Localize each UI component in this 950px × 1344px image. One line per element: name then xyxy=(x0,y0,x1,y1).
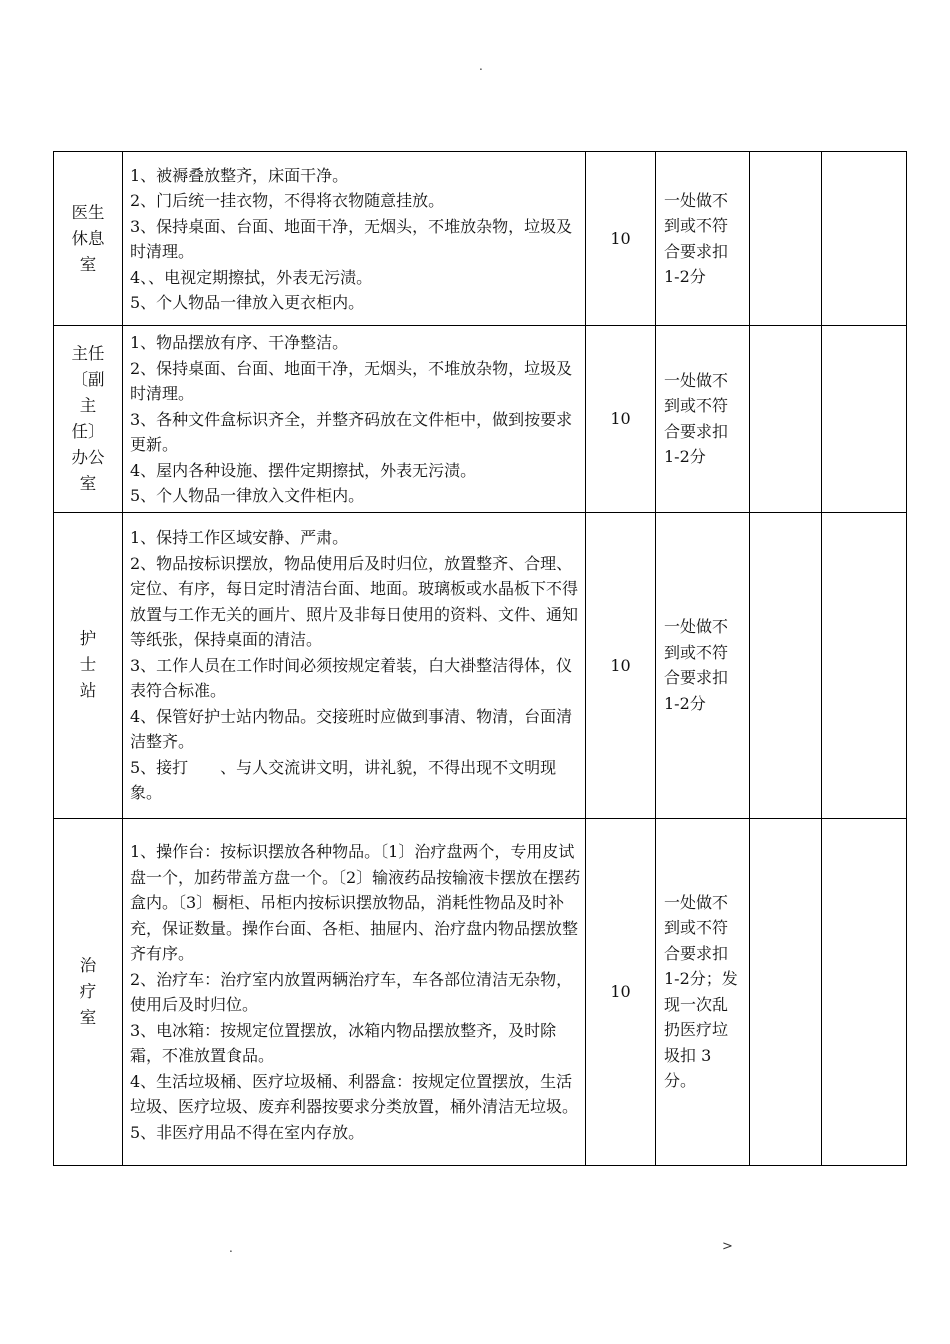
area-name-cell xyxy=(54,512,123,818)
area-name: 护士站 xyxy=(79,629,97,700)
requirement-item: 1、被褥叠放整齐，床面干净。 xyxy=(130,165,349,185)
requirement-item: 3、各种文件盒标识齐全，并整齐码放在文件柜中，做到按要求更新。 xyxy=(130,409,573,454)
requirement-item: 2、保持桌面、台面、地面干净，无烟头，不堆放杂物，垃圾及时清理。 xyxy=(130,358,573,403)
deduction-cell: 一处做不到或不符合要求扣1-2分 xyxy=(656,326,750,513)
page-top-dot: . xyxy=(479,59,483,73)
requirements-cell xyxy=(123,326,586,513)
blank-cell xyxy=(822,326,907,513)
area-name: 治疗室 xyxy=(79,955,97,1027)
table-row xyxy=(54,512,907,818)
requirement-item: 4、屋内各种设施、摆件定期擦拭，外表无污渍。 xyxy=(130,460,477,480)
requirement-item: 1、物品摆放有序、干净整洁。 xyxy=(130,333,349,352)
table-row xyxy=(54,326,907,513)
requirement-item: 1、操作台：按标识摆放各种物品。〔1〕治疗盘两个，专用皮试盘一个，加药带盖方盘一个。〔2〕输液药品按输液卡摆放在摆药盒内。〔3〕橱柜、吊柜内按标识摆放物品，消耗性物品及时补充，保证数量。操作台面、各柜、抽屉内、治疗盘内物品摆放整齐有序。 xyxy=(130,842,581,963)
area-name-cell xyxy=(54,326,123,513)
requirement-item: 5、非医疗用品不得在室内存放。 xyxy=(130,1122,365,1142)
area-name: 主任〔副主任〕办公室 xyxy=(71,343,105,493)
deduction-cell: 一处做不到或不符合要求扣1-2分 xyxy=(656,512,750,818)
blank-cell xyxy=(822,152,907,326)
requirement-item: 3、保持桌面、台面、地面干净，无烟头，不堆放杂物，垃圾及时清理。 xyxy=(130,216,573,261)
requirement-item: 4、生活垃圾桶、医疗垃圾桶、利器盒：按规定位置摆放，生活垃圾、医疗垃圾、废弃利器按要求分类放置，桶外清洁无垃圾。 xyxy=(130,1071,579,1116)
score-cell: 10 xyxy=(586,152,656,326)
blank-cell xyxy=(750,326,822,513)
requirement-item: 3、电冰箱：按规定位置摆放，冰箱内物品摆放整齐，及时除霜，不准放置食品。 xyxy=(130,1020,557,1065)
requirement-item: 2、物品按标识摆放，物品使用后及时归位，放置整齐、合理、定位、有序，每日定时清洁台面、地面。玻璃板或水晶板下不得放置与工作无关的画片、照片及非每日使用的资料、文件、通知等纸张，保持桌面的清洁。 xyxy=(130,553,579,650)
requirement-item: 3、工作人员在工作时间必须按规定着装，白大褂整洁得体，仪表符合标准。 xyxy=(130,655,573,701)
area-name: 医生休息室 xyxy=(71,202,105,274)
score-cell: 10 xyxy=(586,326,656,513)
inspection-table xyxy=(53,151,907,1166)
requirement-item: 2、治疗车：治疗室内放置两辆治疗车，车各部位清洁无杂物，使用后及时归位。 xyxy=(130,969,573,1014)
requirements-cell xyxy=(123,818,586,1165)
deduction-cell: 一处做不到或不符合要求扣1-2分 xyxy=(656,152,750,326)
requirement-item: 4、、电视定期擦拭，外表无污渍。 xyxy=(130,267,373,287)
score-cell: 10 xyxy=(586,818,656,1165)
area-name-cell xyxy=(54,818,123,1165)
requirements-cell xyxy=(123,512,586,818)
score-cell: 10 xyxy=(586,512,656,818)
table-row xyxy=(54,818,907,1165)
blank-cell xyxy=(822,818,907,1165)
requirement-item: 5、接打 、与人交流讲文明，讲礼貌，不得出现不文明现象。 xyxy=(130,757,557,803)
requirement-item: 1、保持工作区域安静、严肃。 xyxy=(130,528,349,548)
deduction-cell: 一处做不到或不符合要求扣1-2分；发现一次乱扔医疗垃圾扣 3分。 xyxy=(656,818,750,1165)
requirement-item: 4、保管好护士站内物品。交接班时应做到事清、物清，台面清洁整齐。 xyxy=(130,706,573,752)
requirement-item: 5、个人物品一律放入更衣柜内。 xyxy=(130,293,365,312)
page-bottom-left-dot: . xyxy=(229,1241,233,1255)
requirement-item: 5、个人物品一律放入文件柜内。 xyxy=(130,486,365,505)
table-row xyxy=(54,152,907,326)
blank-cell xyxy=(750,512,822,818)
blank-cell xyxy=(750,152,822,326)
requirement-item: 2、门后统一挂衣物，不得将衣物随意挂放。 xyxy=(130,191,445,210)
blank-cell xyxy=(822,512,907,818)
blank-cell xyxy=(750,818,822,1165)
area-name-cell xyxy=(54,152,123,326)
page-bottom-right-mark: > xyxy=(722,1239,733,1254)
requirements-cell xyxy=(123,152,586,326)
